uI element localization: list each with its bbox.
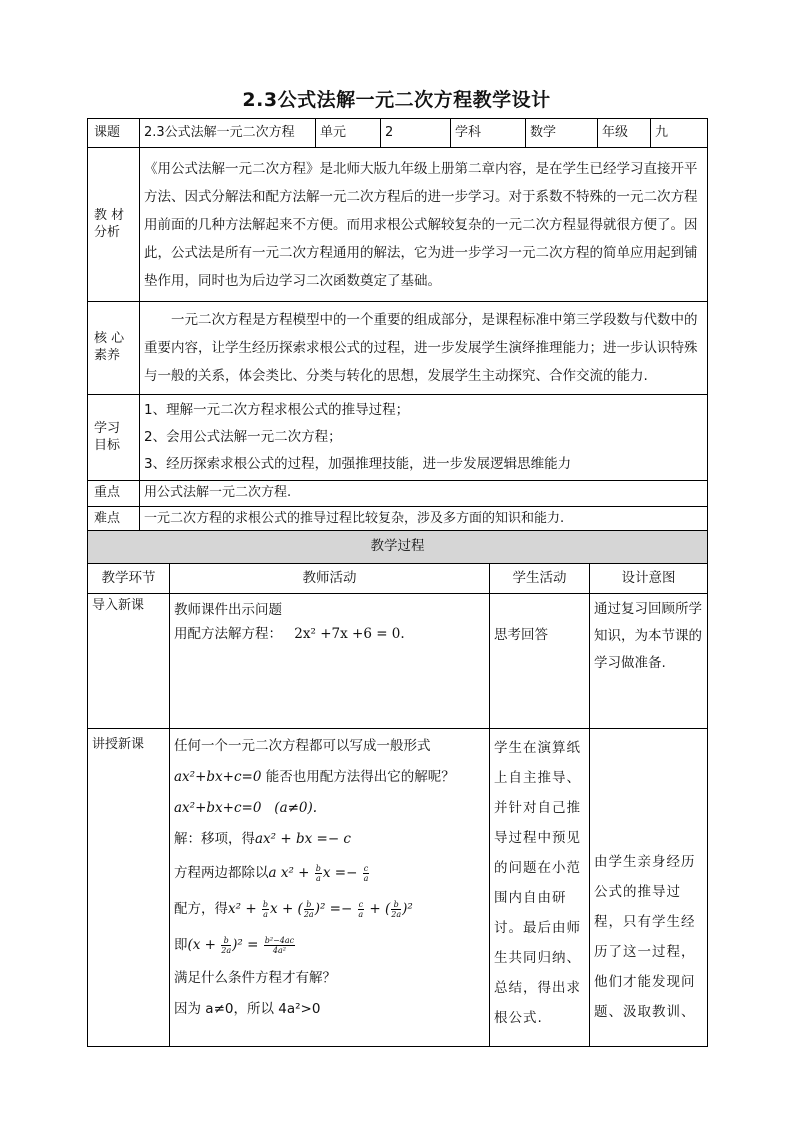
- header-student: 学生活动: [490, 564, 590, 594]
- grade-label: 年级: [598, 119, 651, 148]
- header-intent: 设计意图: [590, 564, 708, 594]
- goals-label: 学习 目标: [88, 395, 140, 481]
- lecture-line: [174, 927, 485, 963]
- square-formula: (x + $\frac{b}{2a}$ )² = $\frac{\text{b²−4ac}}{\text{4a²}}$: [187, 936, 295, 955]
- analysis-label: 教 材 分析: [88, 148, 140, 302]
- lecture-line: 任何一个一元二次方程都可以写成一般形式: [174, 738, 431, 754]
- intro-teacher: [170, 594, 490, 729]
- condition: (a≠0).: [274, 800, 318, 816]
- lecture-student: 学生在演算纸上自主推导、并针对自己推导过程中预见的问题在小范围内自由研讨。最后由师生共同归纳、总结，得出求根公式.: [490, 729, 590, 1047]
- unit-value: 2: [381, 119, 451, 148]
- intro-teacher-line: 教师课件出示问题: [174, 602, 282, 618]
- unit-label: 单元: [316, 119, 381, 148]
- key-point-label: 重点: [88, 481, 140, 507]
- process-title: 教学过程: [88, 531, 708, 564]
- topic-label: 课题: [88, 119, 140, 148]
- lecture-line: 因为 a≠0，所以 4a²>0: [174, 1001, 321, 1017]
- intro-teacher-line: [174, 622, 485, 646]
- difficulty-label: 难点: [88, 507, 140, 533]
- subject-label: 学科: [451, 119, 526, 148]
- header-stage: 教学环节: [88, 564, 170, 594]
- intro-intent: 通过复习回顾所学知识，为本节课的学习做准备.: [590, 594, 708, 729]
- lecture-line: [174, 824, 485, 855]
- step-text: 配方，得: [174, 901, 228, 917]
- goals-list: [140, 395, 708, 481]
- lecture-question: 能否也用配方法得出它的解呢？: [261, 769, 455, 785]
- intro-prompt: 用配方法解方程：: [174, 626, 282, 642]
- general-form: ax²+bx+c=0: [174, 769, 262, 785]
- complete-square-formula: x² + $\frac{b}{a}$ x + ( $\frac{b}{2a}$ )² =− $\frac{c}{a}$ + ( $\frac{b}{2a}$ )²: [228, 900, 413, 919]
- difficulty-text: 一元二次方程的求根公式的推导过程比较复杂，涉及多方面的知识和能力.: [140, 507, 708, 533]
- subject-value: 数学: [526, 119, 598, 148]
- general-form: ax²+bx+c=0: [174, 800, 262, 816]
- header-teacher: 教师活动: [170, 564, 490, 594]
- literacy-label: 核 心 素养: [88, 302, 140, 395]
- lecture-stage: 讲授新课: [88, 729, 170, 1047]
- grade-value: 九: [651, 119, 708, 148]
- document-title: 2.3公式法解一元二次方程教学设计: [242, 89, 551, 111]
- step-text: 方程两边都除以: [174, 865, 269, 881]
- goal-item: 2、会用公式法解一元二次方程；: [144, 429, 342, 445]
- lecture-teacher: [170, 729, 490, 1047]
- intro-equation: 2x² +7x +6 = 0.: [294, 626, 405, 642]
- intro-student: 思考回答: [490, 594, 590, 729]
- step-formula: a: [268, 865, 277, 881]
- goal-item: 3、经历探索求根公式的过程，加强推理技能，进一步发展逻辑思维能力: [144, 456, 572, 472]
- step-text: 解：移项，得: [174, 831, 255, 847]
- intro-stage: 导入新课: [88, 594, 170, 729]
- teaching-process-table: [87, 530, 708, 1047]
- lecture-line: [174, 762, 485, 793]
- lesson-info-table: [87, 118, 708, 533]
- goal-item: 1、理解一元二次方程求根公式的推导过程；: [144, 402, 410, 418]
- lecture-intent: 由学生亲身经历公式的推导过程，只有学生经历了这一过程，他们才能发现问题、汲取教训、: [590, 729, 708, 1047]
- lecture-line: [174, 891, 485, 927]
- step-text: 即: [174, 937, 188, 953]
- lecture-line: 满足什么条件方程才有解？: [174, 970, 336, 986]
- literacy-text: 一元二次方程是方程模型中的一个重要的组成部分，是课程标准中第三学段数与代数中的重要内容，让学生经历探索求根公式的过程，进一步发展学生演绎推理能力；进一步认识特殊与一般的关系，体会类比、分类与转化的思想，发展学生主动探究、合作交流的能力.: [140, 302, 708, 395]
- divide-formula: x² + $\frac{b}{a}$ x =− $\frac{c}{a}$: [276, 864, 369, 883]
- topic-value: 2.3公式法解一元二次方程: [140, 119, 316, 148]
- lecture-line: [174, 855, 485, 891]
- lecture-line: [174, 793, 485, 824]
- analysis-text: 《用公式法解一元二次方程》是北师大版九年级上册第二章内容，是在学生已经学习直接开平方法、因式分解法和配方法解一元二次方程后的进一步学习。对于系数不特殊的一元二次方程用前面的几种方法解起来不方便。而用求根公式解较复杂的一元二次方程显得就很方便了。因此，公式法是所有一元二次方程通用的解法，它为进一步学习一元二次方程的简单应用起到铺垫作用，同时也为后边学习二次函数奠定了基础。: [140, 148, 708, 302]
- step-formula: ax² + bx =− c: [255, 831, 351, 847]
- key-point-text: 用公式法解一元二次方程.: [140, 481, 708, 507]
